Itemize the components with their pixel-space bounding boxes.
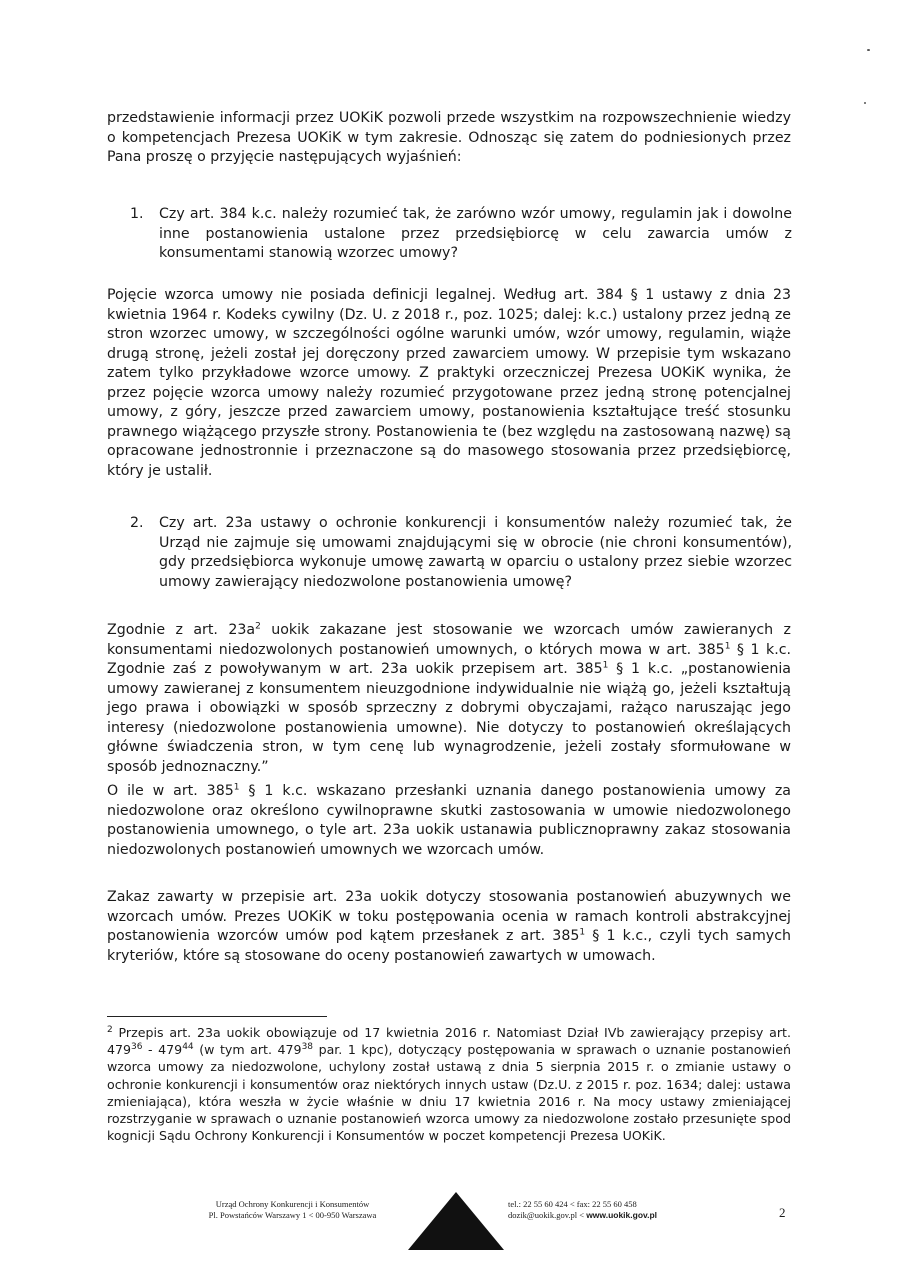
question-text: Czy art. 23a ustawy o ochronie konkurencji i konsumentów należy rozumieć tak, że Urząd nie zajmuje się umowami znajdującymi się w obrocie (nie chroni konsumentów), gdy przedsiębiorca wykonuje umowę zawartą w oparciu o ustalony przez siebie wzorzec umowy zawierający niedozwolone postanowienia umowę?	[159, 515, 792, 590]
footer-contact	[508, 1199, 708, 1221]
footer-address	[175, 1199, 410, 1221]
question-text: Czy art. 384 k.c. należy rozumieć tak, że zarówno wzór umowy, regulamin jak i dowolne inne postanowienia ustalone przez przedsiębiorcę w celu zawarcia umów z konsumentami stanowią wzorzec umowy?	[159, 206, 792, 261]
intro-paragraph: przedstawienie informacji przez UOKiK pozwoli przede wszystkim na rozpowszechnienie wiedzy o kompetencjach Prezesa UOKiK w tym zakresie. Odnosząc się zatem do podniesionych przez Pana proszę o przyjęcie następujących wyjaśnień:	[107, 110, 791, 165]
office-name: Urząd Ochrony Konkurencji i Konsumentów	[215, 1199, 370, 1209]
footnote-separator	[107, 1016, 327, 1017]
answer-4-paragraph: Zakaz zawarty w przepisie art. 23a uokik dotyczy stosowania postanowień abuzywnych we wzorcach umów. Prezes UOKiK w toku postępowania ocenia w ramach kontroli abstrakcyjnej postanowienia wzorców umów pod kątem przesłanek z art. $385^1$ § 1 k.c., czyli tych samych kryteriów, które są stosowane do oceny postanowień zawartych w umowach.	[107, 889, 791, 964]
uokik-triangle-logo-icon	[408, 1192, 504, 1250]
question-2	[132, 514, 792, 592]
contact-line	[508, 1210, 708, 1221]
footnote-reference: 2	[255, 621, 261, 632]
footnote-marker: 2	[107, 1024, 113, 1035]
website-link[interactable]: www.uokik.gov.pl	[586, 1210, 658, 1220]
answer-3-paragraph: O ile w art. $385^1$ § 1 k.c. wskazano przesłanki uznania danego postanowienia umowy za niedozwolone oraz określono cywilnoprawne skutki zastosowania w umowie niedozwolonego postanowienia umownego, o tyle art. 23a uokik ustanawia publicznoprawny zakaz stosowania niedozwolonych postanowień umownych we wzorcach umów.	[107, 782, 791, 858]
answer-2-paragraph: Zgodnie z art. $23a^2$ uokik zakazane jest stosowanie we wzorcach umów zawieranych z konsumentami niedozwolonych postanowień umownych, o których mowa w art. $385^1$ § 1 k.c. Zgodnie zaś z powoływanym w art. 23a uokik przepisem art. $385^1$ § 1 k.c. „postanowienia umowy zawieranej z konsumentem nieuzgodnione indywidualnie nie wiążą go, jeżeli kształtują jego prawa i obowiązki w sposób sprzeczny z dobrymi obyczajami, rażąco naruszając jego interesy (niedozwolone postanowienia umowne). Nie dotyczy to postanowień określających główne świadczenia stron, w tym cenę lub wynagrodzenie, jeżeli zostały sformułowane w sposób jednoznaczny.”	[107, 621, 792, 775]
answer-1-paragraph: Pojęcie wzorca umowy nie posiada definicji legalnej. Według art. 384 § 1 ustawy z dnia 23 kwietnia 1964 r. Kodeks cywilny (Dz. U. z 2018 r., poz. 1025; dalej: k.c.) ustalony przez jedną ze stron wzorzec umowy, w szczególności ogólne warunki umów, wzór umowy, regulamin, wiąże drugą stronę, jeżeli został jej doręczony przed zawarciem umowy. W przepisie tym wskazano zatem tylko przykładowe wzorce umowy. Z praktyki orzeczniczej Prezesa UOKiK wynika, że przez pojęcie wzorca umowy należy rozumieć przygotowane przez jedną stronę potencjalnej umowy, z góry, jeszcze przed zawarciem umowy, postanowienia kształtujące treść stosunku prawnego wiążącego przyszłe strony. Postanowienia te (bez względu na zastosowaną nazwę) są opracowane jednostronnie i przeznaczone są do masowego stosowania przez przedsiębiorcę, który je ustalił.	[107, 287, 791, 479]
question-1	[132, 205, 792, 264]
footnote: $^2$ Przepis art. 23a uokik obowiązuje od 17 kwietnia 2016 r. Natomiast Dział IVb zawierający przepisy art. $479^{36} - 479^{44}$ (w tym art. $479^{38}$ par. 1 kpc), dotyczący postępowania w sprawach o uznanie postanowień wzorca umowy za niedozwolone, uchylony został ustawą z dnia 5 sierpnia 2015 r. o zmianie ustawy o ochronie konkurencji i konsumentów oraz niektórych innych ustaw (Dz.U. z 2015 r. poz. 1634; dalej: ustawa zmieniająca), która weszła w życie właśnie w dniu 17 kwietnia 2016 r. Na mocy ustawy zmieniającej rozstrzyganie w sprawach o uznanie postanowień wzorca umowy za niedozwolone zostało przesunięte spod kognicji Sądu Ochrony Konkurencji i Konsumentów w poczet kompetencji Prezesa UOKiK.	[107, 1024, 791, 1144]
email-address: dozik@uokik.gov.pl <	[508, 1210, 585, 1220]
scan-speck	[864, 102, 866, 104]
question-number: 2.	[130, 515, 144, 531]
office-address: Pl. Powstańców Warszawy 1 < 00-950 Warszawa	[208, 1210, 377, 1220]
question-number: 1.	[130, 206, 144, 222]
phone-fax: tel.: 22 55 60 424 < fax: 22 55 60 458	[508, 1199, 637, 1209]
scan-speck	[867, 49, 870, 51]
page-number: 2	[779, 1205, 786, 1220]
